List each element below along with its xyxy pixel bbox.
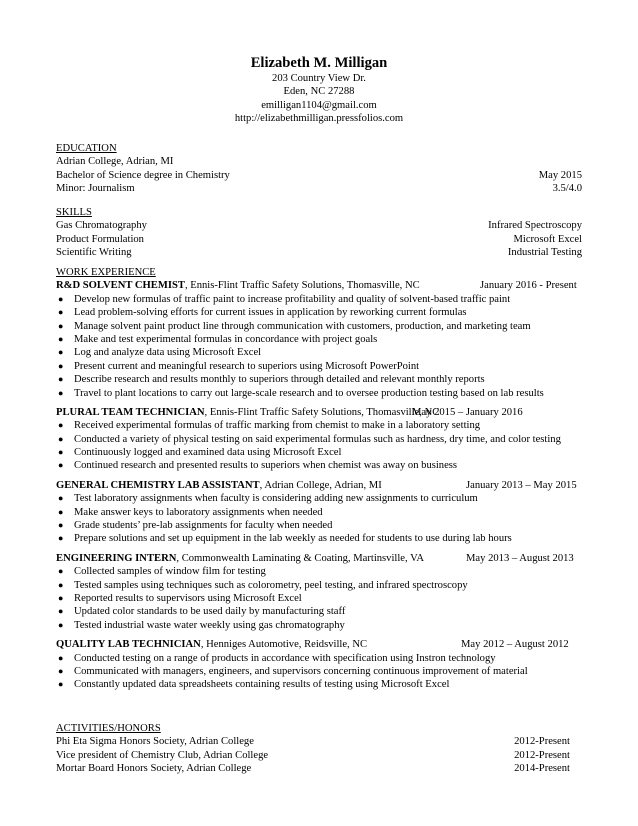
list-item (56, 652, 582, 665)
list-item (56, 492, 582, 505)
minor-name: Minor: Journalism (56, 183, 135, 195)
bullet-icon: ● (58, 460, 64, 471)
list-item (56, 419, 582, 432)
bullet-text: Communicated with managers, engineers, and supervisors concerning continuous improvement of material (74, 665, 528, 677)
education-section (56, 142, 582, 196)
skill-row (56, 233, 582, 246)
list-item (56, 665, 582, 678)
job-dates: May 2012 – August 2012 (461, 639, 569, 651)
job-header (56, 279, 582, 292)
website: http://elizabethmilligan.pressfolios.com (234, 113, 404, 125)
bullet-icon: ● (58, 420, 64, 431)
activity-row (56, 735, 570, 748)
job-dates: January 2016 - Present (480, 280, 577, 292)
activity-dates: 2012-Present (514, 736, 570, 748)
job-title: GENERAL CHEMISTRY LAB ASSISTANT (56, 479, 260, 491)
job-company: , Ennis-Flint Traffic Safety Solutions, Thomasville, NC (184, 280, 420, 292)
activity-name: Mortar Board Honors Society, Adrian College (56, 763, 252, 775)
bullet-icon: ● (58, 520, 64, 531)
activity-dates: 2012-Present (514, 749, 570, 761)
address: 203 Country View Dr. (272, 73, 366, 84)
job-entry (56, 479, 582, 546)
bullet-icon: ● (58, 606, 64, 617)
email: emilligan1104@gmail.com (261, 99, 377, 111)
bullet-icon: ● (58, 566, 64, 577)
work-experience-title: WORK EXPERIENCE (56, 267, 156, 278)
activities-list (56, 735, 570, 775)
skills-title: SKILLS (56, 207, 92, 218)
list-item (56, 360, 582, 373)
bullet-text: Make and test experimental formulas in concordance with project goals (74, 333, 378, 345)
bullet-icon: ● (58, 619, 64, 630)
bullet-icon: ● (58, 360, 64, 371)
education-school (56, 155, 582, 168)
jobs-list (56, 279, 582, 691)
bullet-icon: ● (58, 307, 64, 318)
bullet-text: Lead problem-solving efforts for current issues in application by reworking current formulas (74, 307, 467, 319)
skill-left: Scientific Writing (56, 247, 132, 259)
bullet-text: Collected samples of window film for testing (74, 566, 266, 578)
job-title: R&D SOLVENT CHEMIST (56, 280, 185, 292)
degree-date: May 2015 (538, 169, 582, 181)
list-item (56, 373, 582, 386)
skill-right: Infrared Spectroscopy (488, 220, 582, 232)
job-entry (56, 406, 582, 473)
list-item (56, 320, 582, 333)
bullet-text: Conducted testing on a range of products in accordance with specification using Instron technology (74, 652, 496, 664)
bullet-text: Manage solvent paint product line through communication with customers, production, and marketing team (74, 320, 531, 332)
skill-right: Industrial Testing (507, 247, 582, 259)
list-item (56, 565, 582, 578)
job-dates: May 2013 – August 2013 (466, 552, 574, 564)
bullet-icon: ● (58, 333, 64, 344)
job-bullets (56, 293, 582, 400)
skill-row (56, 219, 582, 232)
bullet-icon: ● (58, 679, 64, 690)
bullet-text: Conducted a variety of physical testing on said experimental formulas such as hardness, dry time, and color testing (74, 433, 561, 445)
city-state-zip: Eden, NC 27288 (283, 86, 355, 98)
list-item (56, 592, 582, 605)
list-item (56, 387, 582, 400)
job-title: ENGINEERING INTERN (56, 552, 177, 564)
bullet-text: Travel to plant locations to carry out large-scale research and to oversee production testing based on lab results (74, 387, 544, 399)
bullet-icon: ● (58, 593, 64, 603)
job-title: PLURAL TEAM TECHNICIAN (56, 406, 205, 418)
skills-section (56, 206, 582, 260)
bullet-icon: ● (58, 374, 64, 385)
job-bullets (56, 565, 582, 632)
activity-row (56, 749, 570, 762)
bullet-text: Continued research and presented results to superiors when chemist was away on business (74, 460, 458, 472)
list-item (56, 433, 582, 446)
skill-left: Gas Chromatography (56, 220, 147, 232)
skills-list (56, 219, 582, 259)
bullet-text: Tested samples using techniques such as colorometry, peel testing, and infrared spectroscopy (74, 579, 468, 591)
skill-left: Product Formulation (56, 233, 144, 245)
bullet-icon: ● (58, 447, 64, 458)
job-dates: January 2013 – May 2015 (466, 479, 577, 491)
bullet-text: Present current and meaningful research to superiors using Microsoft PowerPoint (74, 360, 420, 372)
bullet-text: Updated color standards to be used daily by manufacturing staff (74, 606, 346, 618)
gpa: 3.5/4.0 (552, 183, 582, 195)
bullet-icon: ● (58, 347, 64, 358)
list-item (56, 333, 582, 346)
job-header (56, 479, 582, 492)
bullet-text: Log and analyze data using Microsoft Excel (74, 347, 262, 359)
list-item (56, 619, 582, 632)
activities-title: ACTIVITIES/HONORS (56, 723, 161, 734)
job-entry (56, 638, 582, 692)
bullet-icon: ● (58, 506, 64, 517)
bullet-text: Received experimental formulas of traffic marking from chemist to make in a laboratory setting (74, 420, 481, 432)
bullet-icon: ● (58, 665, 64, 676)
list-item (56, 306, 582, 319)
bullet-text: Test laboratory assignments when faculty is considering adding new assignments to curriculum (74, 493, 478, 505)
skill-right: Microsoft Excel (513, 233, 582, 245)
job-dates: May 2015 – January 2016 (412, 406, 523, 418)
list-item (56, 519, 582, 532)
bullet-icon: ● (58, 533, 64, 544)
job-company: , Adrian College, Adrian, MI (259, 479, 382, 491)
bullet-text: Prepare solutions and set up equipment in the lab weekly as needed for students to use during lab hours (74, 533, 512, 545)
job-company: , Ennis-Flint Traffic Safety Solutions, Thomasville, NC (204, 406, 440, 418)
bullet-text: Reported results to supervisors using Microsoft Excel (74, 593, 302, 604)
bullet-text: Continuously logged and examined data using Microsoft Excel (74, 447, 342, 459)
list-item (56, 293, 582, 306)
bullet-icon: ● (58, 387, 64, 398)
job-company: , Henniges Automotive, Reidsville, NC (200, 639, 368, 651)
job-header (56, 406, 582, 419)
bullet-text: Tested industrial waste water weekly using gas chromatography (74, 619, 345, 631)
candidate-name: Elizabeth M. Milligan (250, 55, 388, 71)
education-minor (56, 182, 582, 195)
bullet-text: Constantly updated data spreadsheets containing results of testing using Microsoft Excel (74, 679, 450, 691)
bullet-text: Grade students’ pre-lab assignments for faculty when needed (74, 520, 333, 532)
bullet-icon: ● (58, 493, 64, 504)
list-item (56, 446, 582, 459)
activity-name: Phi Eta Sigma Honors Society, Adrian College (56, 736, 254, 748)
bullet-icon: ● (58, 320, 64, 331)
bullet-text: Develop new formulas of traffic paint to increase profitability and quality of solvent-based traffic paint (74, 293, 511, 305)
resume-header (0, 54, 638, 126)
job-bullets (56, 419, 582, 473)
list-item (56, 459, 582, 472)
job-title: QUALITY LAB TECHNICIAN (56, 639, 201, 651)
list-item (56, 678, 582, 691)
activity-name: Vice president of Chemistry Club, Adrian College (56, 749, 269, 761)
job-entry (56, 279, 582, 400)
job-header (56, 552, 582, 565)
bullet-icon: ● (58, 652, 64, 663)
bullet-icon: ● (58, 293, 64, 304)
education-degree (56, 169, 582, 182)
job-entry (56, 552, 582, 632)
skill-row (56, 246, 582, 259)
list-item (56, 346, 582, 359)
bullet-text: Make answer keys to laboratory assignments when needed (74, 506, 323, 518)
bullet-icon: ● (58, 579, 64, 590)
activities-section (56, 722, 570, 776)
school-name: Adrian College, Adrian, MI (56, 156, 174, 168)
activity-row (56, 762, 570, 775)
list-item (56, 532, 582, 545)
job-bullets (56, 492, 582, 546)
bullet-icon: ● (58, 433, 64, 444)
degree-name: Bachelor of Science degree in Chemistry (56, 169, 230, 181)
list-item (56, 506, 582, 519)
list-item (56, 605, 582, 618)
activity-dates: 2014-Present (514, 763, 570, 775)
job-header (56, 638, 582, 651)
job-bullets (56, 652, 582, 692)
education-title: EDUCATION (56, 143, 117, 154)
job-company: , Commonwealth Laminating & Coating, Martinsville, VA (176, 552, 425, 564)
list-item (56, 579, 582, 592)
work-experience-section (56, 266, 582, 692)
bullet-text: Describe research and results monthly to superiors through detailed and relevant monthly reports (74, 374, 485, 386)
